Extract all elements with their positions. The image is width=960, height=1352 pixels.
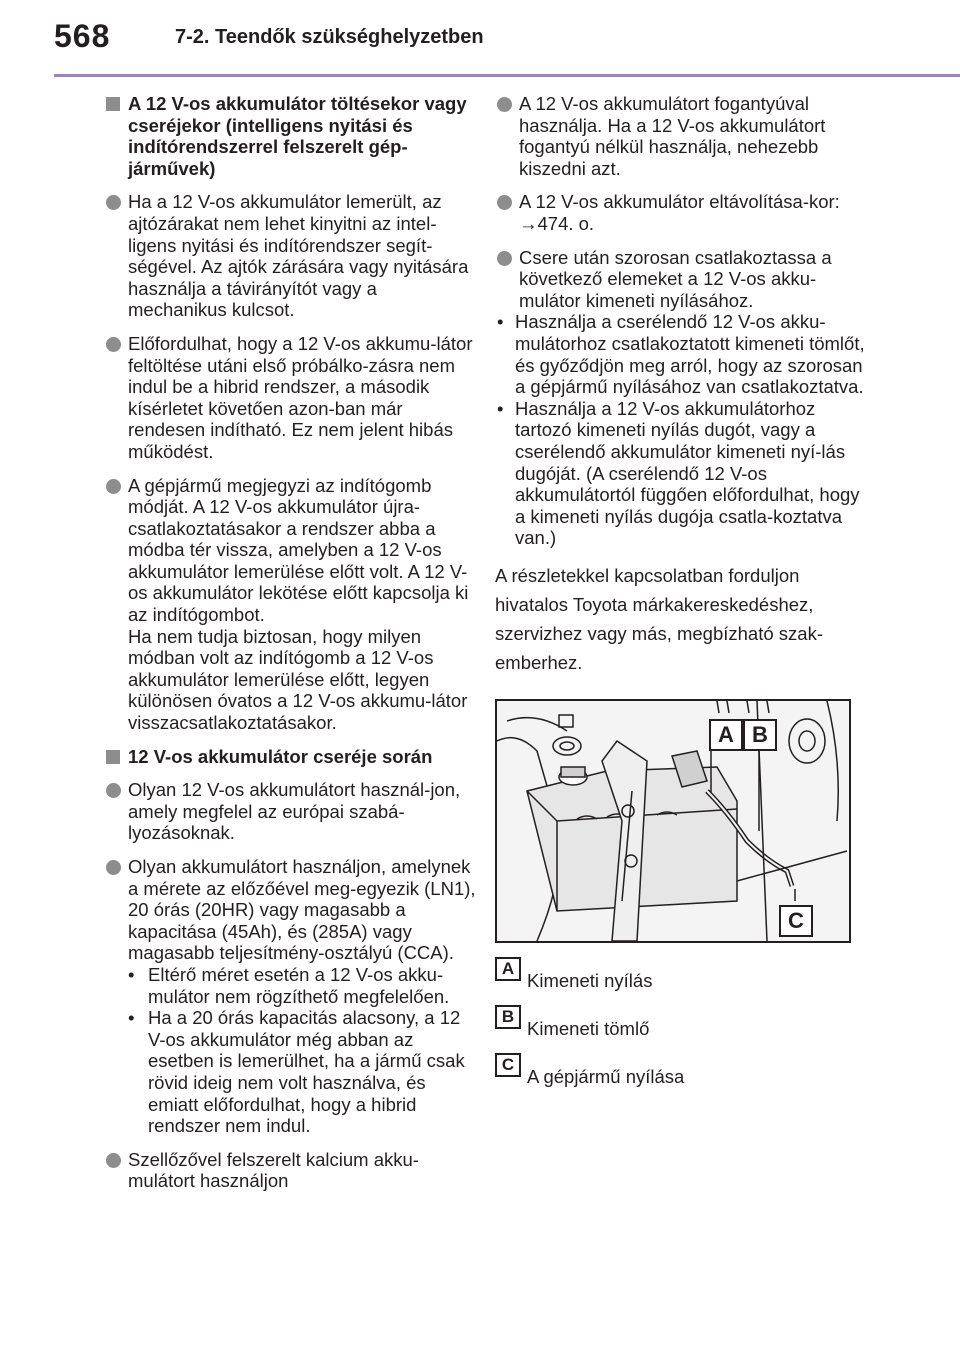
- heading-charging: A 12 V-os akkumulátor töltésekor vagy cseréjekor (intelligens nyitási és indítórendszerrel felszerelt gép-járművek): [104, 93, 476, 179]
- round-bullet-icon: [106, 479, 121, 494]
- legend-text: A gépjármű nyílása: [527, 1065, 685, 1087]
- round-bullet-icon: [497, 195, 512, 210]
- round-bullet-icon: [106, 1153, 121, 1168]
- page-header: [0, 0, 960, 78]
- figure-label-c: C: [779, 905, 813, 937]
- page-number: 568: [54, 18, 111, 54]
- figure-label-b: B: [743, 719, 777, 751]
- legend-key: B: [495, 1005, 521, 1029]
- battery-figure: [495, 699, 851, 943]
- bullet-item: Olyan akkumulátort használjon, amelynek a mérete az előzőével meg-egyezik (LN1), 20 órás (20HR) vagy magasabb a kapacitása (45Ah), és (285A) vagy magasabb teljesítmény-osztályú (CCA).: [104, 856, 476, 964]
- square-bullet-icon: [106, 97, 120, 111]
- sub-bullet-item: • Használja a 12 V-os akkumulátorhoz tartozó kimeneti nyílás dugót, vagy a cserélendő akkumulátor kimeneti nyí-lás dugóját. (A cserélendő 12 V-os akkumulátortól függően előfordulhat, hogy a kimeneti nyílás dugója csatla-koztatva van.): [497, 397, 860, 549]
- round-bullet-icon: [106, 195, 121, 210]
- right-column: [495, 93, 865, 1101]
- heading-replacement: 12 V-os akkumulátor cseréje során: [104, 746, 476, 768]
- legend-item: [495, 1005, 865, 1053]
- legend-item: [495, 957, 865, 1005]
- bullet-item: A gépjármű megjegyzi az indítógomb módját. A 12 V-os akkumulátor újra-csatlakoztatásakor a rendszer abba a módba tér vissza, amelyben a 12 V-os akkumulátor lemerülése előtt volt. A 12 V-os akkumulátor lekötése előtt kapcsolja ki az indítógombot. Ha nem tudja biztosan, hogy milyen módban volt az indítógomb a 12 V-os akkumulátor lemerülése előtt, legyen különösen óvatos a 12 V-os akkumu-látor visszacsatlakoztatásakor.: [104, 475, 476, 734]
- round-bullet-icon: [497, 251, 512, 266]
- sub-bullet-item: • Használja a cserélendő 12 V-os akku-mulátorhoz csatlakoztatott kimeneti tömlőt, és győződjön meg arról, hogy az szorosan a gépjármű nyílásához van csatlakoztatva.: [497, 311, 865, 398]
- legend-text: Kimeneti tömlő: [527, 1017, 650, 1039]
- bullet-item: Ha a 12 V-os akkumulátor lemerült, az ajtózárakat nem lehet kinyitni az intel-ligens nyitási és indítórendszer segít-ségével. Az ajtók zárására vagy nyitására használja a távirányítót vagy a mechanikus kulcsot.: [104, 191, 476, 321]
- legend-key: C: [495, 1053, 521, 1077]
- legend-key: A: [495, 957, 521, 981]
- left-column: [104, 93, 476, 1204]
- round-bullet-icon: [106, 337, 121, 352]
- bullet-item: Előfordulhat, hogy a 12 V-os akkumu-látor feltöltése utáni első próbálko-zásra nem indul be a hibrid rendszer, a második kísérletet követően azon-ban már rendesen indítható. Ez nem jelent hibás működést.: [104, 333, 476, 463]
- bullet-item: Csere után szorosan csatlakoztassa a következő elemeket a 12 V-os akku-mulátor kimeneti nyílásához.: [495, 247, 865, 312]
- bullet-item: Szellőzővel felszerelt kalcium akku-mulátort használjon: [104, 1149, 476, 1192]
- sub-bullet-item: • Ha a 20 órás kapacitás alacsony, a 12 V-os akkumulátor még abban az esetben is lemerülhet, ha a jármű csak rövid ideig nem volt használva, és emiatt előfordulhat, hogy a hibrid rendszer nem indul.: [128, 1007, 465, 1137]
- bullet-item: A 12 V-os akkumulátort fogantyúval használja. Ha a 12 V-os akkumulátort fogantyú nélkül használja, nehezebb kiszedni azt.: [495, 93, 865, 179]
- bullet-item: Olyan 12 V-os akkumulátort használ-jon, amely megfelel az európai szabá-lyozásoknak.: [104, 779, 476, 844]
- legend-item: [495, 1053, 865, 1101]
- bullet-item: A 12 V-os akkumulátor eltávolítása-kor: →474. o.: [495, 191, 865, 234]
- legend-text: Kimeneti nyílás: [527, 969, 653, 991]
- round-bullet-icon: [106, 860, 121, 875]
- sub-bullet-item: • Eltérő méret esetén a 12 V-os akku-mulátor nem rögzíthető megfelelően.: [128, 963, 450, 1007]
- square-bullet-icon: [106, 750, 120, 764]
- figure-legend: [495, 957, 865, 1101]
- round-bullet-icon: [497, 97, 512, 112]
- round-bullet-icon: [106, 783, 121, 798]
- header-rule: [54, 74, 960, 77]
- figure-label-a: A: [709, 719, 743, 751]
- section-title: 7-2. Teendők szükséghelyzetben: [175, 26, 484, 48]
- contact-paragraph: A részletekkel kapcsolatban forduljon hivatalos Toyota márkakereskedéshez, szervizhez vagy más, megbízható szak-emberhez.: [495, 564, 823, 673]
